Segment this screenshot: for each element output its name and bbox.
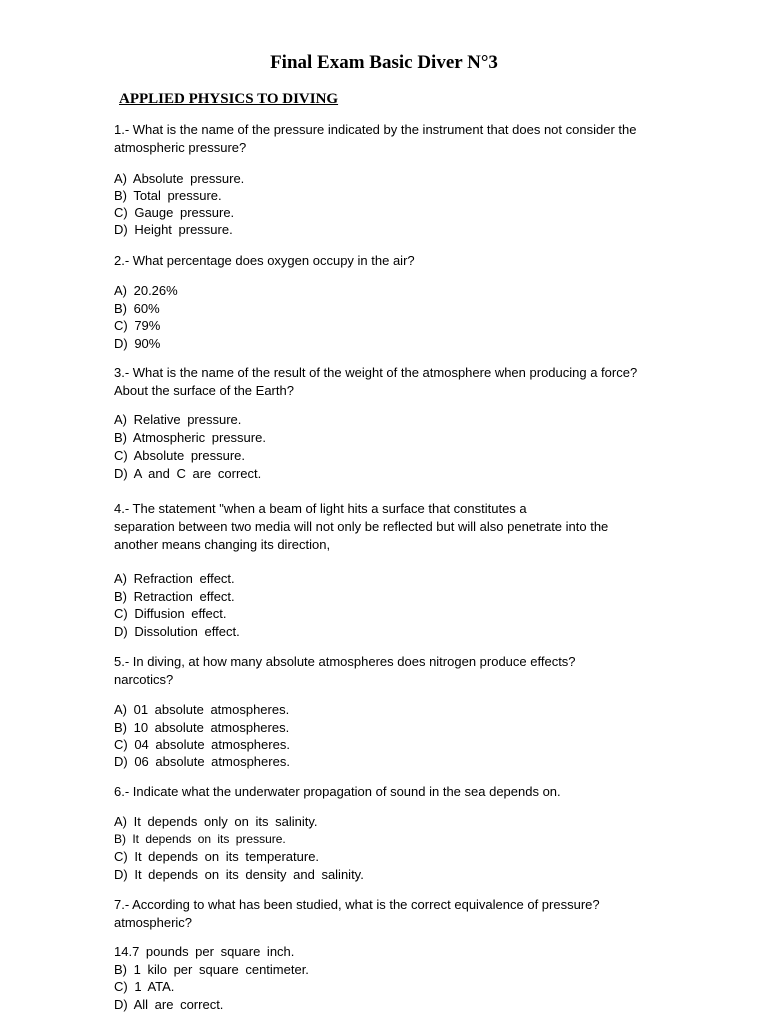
question-2-option-b: B) 60%: [114, 301, 160, 316]
question-5-option-c: C) 04 absolute atmospheres.: [114, 737, 290, 752]
section-heading: APPLIED PHYSICS TO DIVING: [119, 91, 339, 107]
question-6-option-c: C) It depends on its temperature.: [114, 849, 320, 864]
question-1-option-b: B) Total pressure.: [114, 188, 222, 203]
question-7-option-a: 14.7 pounds per square inch.: [114, 944, 295, 959]
question-4-text: 4.- The statement "when a beam of light hits a surface that constitutes a separation between two media will not only be reflected but will also penetrate into the another means changing its direction,: [114, 501, 609, 552]
question-7-option-d: D) All are correct.: [114, 997, 224, 1012]
question-5-option-a: A) 01 absolute atmospheres.: [114, 702, 290, 717]
question-2-text: 2.- What percentage does oxygen occupy in the air?: [114, 253, 415, 268]
question-7-text: 7.- According to what has been studied, what is the correct equivalence of pressure? atmospheric?: [114, 897, 600, 930]
question-3-option-d: D) A and C are correct.: [114, 466, 262, 481]
question-2-option-d: D) 90%: [114, 336, 161, 351]
question-7-option-c: C) 1 ATA.: [114, 979, 175, 994]
question-6-option-a: A) It depends only on its salinity.: [114, 814, 318, 829]
question-6-option-d: D) It depends on its density and salinity.: [114, 867, 364, 882]
question-2-option-c: C) 79%: [114, 318, 161, 333]
page-title: Final Exam Basic Diver N°3: [270, 52, 498, 73]
question-4-option-b: B) Retraction effect.: [114, 589, 235, 604]
question-3-option-b: B) Atmospheric pressure.: [114, 430, 266, 445]
question-3-text: 3.- What is the name of the result of the weight of the atmosphere when producing a force? About the surface of the Earth?: [114, 365, 638, 398]
question-4-option-c: C) Diffusion effect.: [114, 606, 227, 621]
question-5-text: 5.- In diving, at how many absolute atmospheres does nitrogen produce effects? narcotics?: [114, 654, 576, 687]
question-5-option-b: B) 10 absolute atmospheres.: [114, 720, 290, 735]
question-1-option-d: D) Height pressure.: [114, 222, 233, 237]
question-4-option-a: A) Refraction effect.: [114, 571, 235, 586]
question-1-option-c: C) Gauge pressure.: [114, 205, 235, 220]
question-1-option-a: A) Absolute pressure.: [114, 171, 245, 186]
question-1-text: 1.- What is the name of the pressure indicated by the instrument that does not consider the atmospheric pressure?: [114, 122, 637, 155]
question-6-text: 6.- Indicate what the underwater propagation of sound in the sea depends on.: [114, 784, 561, 799]
question-5-option-d: D) 06 absolute atmospheres.: [114, 754, 290, 769]
question-2-option-a: A) 20.26%: [114, 283, 178, 298]
question-4-option-d: D) Dissolution effect.: [114, 624, 240, 639]
question-3-option-a: A) Relative pressure.: [114, 412, 242, 427]
question-7-option-b: B) 1 kilo per square centimeter.: [114, 962, 309, 977]
question-3-option-c: C) Absolute pressure.: [114, 448, 246, 463]
question-6-option-b: B) It depends on its pressure.: [114, 832, 286, 846]
